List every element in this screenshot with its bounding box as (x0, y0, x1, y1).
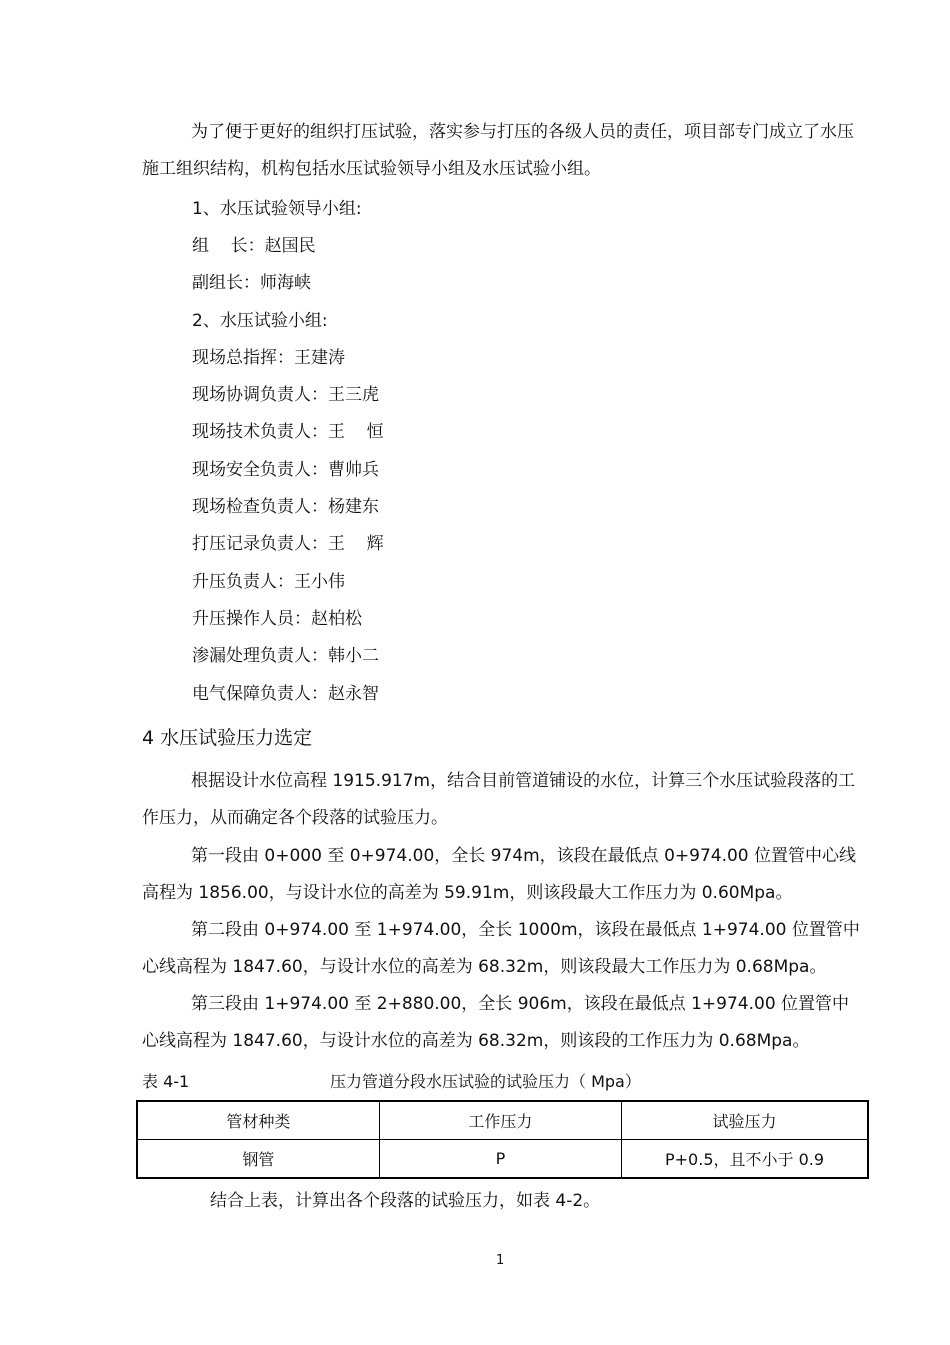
body-paragraph: 根据设计水位高程 1915.917m，结合目前管道铺设的水位，计算三个水压试验段落的工作压力，从而确定各个段落的试验压力。 (142, 771, 856, 828)
staff-line: 升压负责人：王小伟 (192, 572, 345, 592)
staff-line: 渗漏处理负责人：韩小二 (192, 646, 379, 666)
after-table-text: 结合上表，计算出各个段落的试验压力，如表 4-2。 (210, 1191, 601, 1211)
body-paragraph: 第一段由 0+000 至 0+974.00，全长 974m，该段在最低点 0+974.00 位置管中心线高程为 1856.00，与设计水位的高差为 59.91m，则该段最大工作压力为 0.60Mpa。 (142, 846, 857, 903)
body-paragraph: 第三段由 1+974.00 至 2+880.00，全长 906m，该段在最低点 1+974.00 位置管中心线高程为 1847.60，与设计水位的高差为 68.32m，则该段的工作压力为 0.68Mpa。 (142, 994, 850, 1051)
table-row (137, 1140, 868, 1179)
staff-line: 现场检查负责人：杨建东 (192, 497, 379, 517)
table-title: 压力管道分段水压试验的试验压力（ Mpa） (330, 1072, 641, 1091)
intro-paragraph: 为了便于更好的组织打压试验，落实参与打压的各级人员的责任，项目部专门成立了水压施工组织结构，机构包括水压试验领导小组及水压试验小组。 (142, 122, 854, 179)
table-cell: P+0.5，且不小于 0.9 (622, 1140, 868, 1179)
table-cell: 钢管 (137, 1140, 379, 1179)
table-cell: P (379, 1140, 621, 1179)
table-label: 表 4-1 (142, 1072, 190, 1091)
table-header-cell: 试验压力 (622, 1101, 868, 1140)
staff-line: 现场安全负责人：曹帅兵 (192, 460, 379, 480)
staff-line: 现场总指挥：王建涛 (192, 348, 345, 368)
staff-line: 打压记录负责人：王 辉 (192, 534, 384, 554)
body-paragraph: 第二段由 0+974.00 至 1+974.00，全长 1000m，该段在最低点 1+974.00 位置管中心线高程为 1847.60，与设计水位的高差为 68.32m，则该段最大工作压力为 0.68Mpa。 (142, 920, 860, 977)
table-header-row (137, 1101, 868, 1140)
section-heading: 4 水压试验压力选定 (142, 727, 313, 749)
pressure-table (136, 1100, 869, 1179)
staff-line: 电气保障负责人：赵永智 (192, 684, 379, 704)
staff-line: 现场技术负责人：王 恒 (192, 422, 384, 442)
staff-line: 现场协调负责人：王三虎 (192, 385, 379, 405)
leader-group-title: 1、水压试验领导小组: (192, 199, 362, 219)
page-number: 1 (496, 1253, 505, 1268)
staff-line: 升压操作人员：赵柏松 (192, 609, 362, 629)
test-group-title: 2、水压试验小组: (192, 311, 328, 331)
table-header-cell: 工作压力 (379, 1101, 621, 1140)
table-header-cell: 管材种类 (137, 1101, 379, 1140)
leader-line: 组 长：赵国民 (192, 236, 316, 256)
deputy-leader-line: 副组长：师海峡 (192, 273, 311, 293)
